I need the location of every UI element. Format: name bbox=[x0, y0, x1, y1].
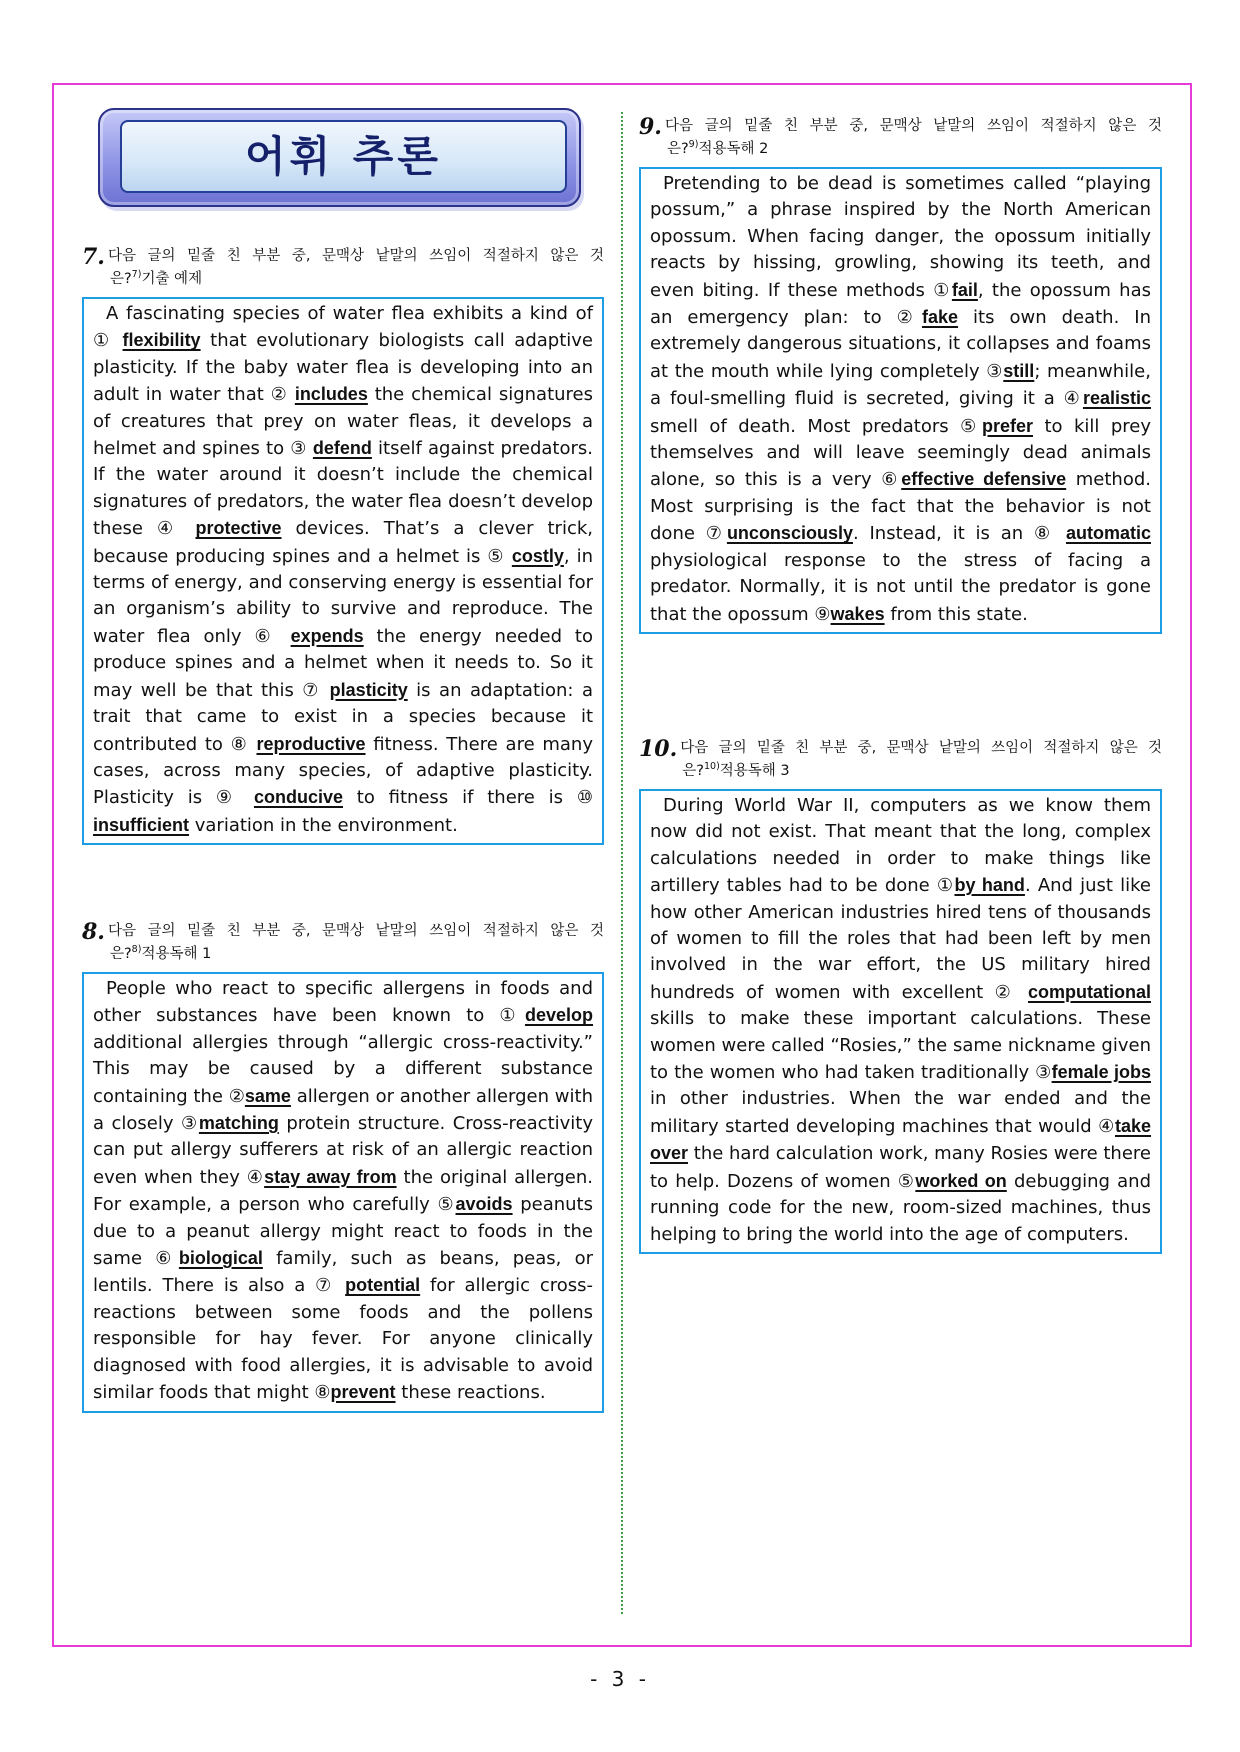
question-7 bbox=[82, 245, 604, 845]
footnote-marker: 7) bbox=[131, 269, 142, 280]
underlined-word: reproductive bbox=[256, 733, 366, 754]
question-prompt bbox=[680, 737, 1162, 783]
underlined-word: protective bbox=[195, 518, 282, 539]
question-prompt-line: 다음 글의 밑줄 친 부분 중, 문맥상 낱말의 쓰임이 적절하지 않은 것 bbox=[664, 118, 1162, 134]
question-source: 기출 예제 bbox=[141, 271, 203, 287]
passage-segment: , the opossum has an emergency plan: to ② bbox=[650, 279, 1151, 329]
question-prompt-line bbox=[108, 943, 604, 966]
passage-segment: People who react to specific allergens in foods and other substances have been known to ① bbox=[93, 978, 593, 1027]
passage-segment: smell of death. Most predators ⑤ bbox=[650, 415, 982, 437]
question-prompt bbox=[108, 920, 604, 966]
passage-segment: ; meanwhile, a foul-smelling fluid is secreted, giving it a ④ bbox=[650, 360, 1151, 410]
question-prompt-line: 다음 글의 밑줄 친 부분 중, 문맥상 낱말의 쓰임이 적절하지 않은 것 bbox=[107, 248, 604, 264]
question-source: 적용독해 3 bbox=[719, 763, 790, 779]
underlined-word: prefer bbox=[981, 415, 1033, 436]
footnote-marker: 10) bbox=[703, 761, 720, 772]
passage-segment: variation in the environment. bbox=[189, 814, 458, 836]
underlined-word: fail bbox=[951, 279, 978, 300]
footnote-marker: 8) bbox=[131, 944, 142, 955]
passage-segment: the chemical signatures of creatures that prey on water fleas, it develops a helmet and spines to ③ bbox=[93, 384, 593, 460]
passage-segment: to kill prey themselves and will leave seemingly dead animals alone, so this is a very ⑥ bbox=[650, 415, 1152, 491]
passage-segment: the original allergen. For example, a person who carefully ⑤ bbox=[93, 1166, 593, 1216]
footnote-marker: 9) bbox=[688, 139, 699, 150]
passage-segment: , in terms of energy, and conserving energy is essential for an organism’s ability to survive and reproduce. The water flea only ⑥ bbox=[93, 545, 593, 647]
underlined-word: insufficient bbox=[93, 814, 190, 835]
passage-segment: . Instead, it is an ⑧ bbox=[852, 523, 1066, 545]
passage-segment: method. Most surprising is the fact that the behavior is not done ⑦ bbox=[650, 469, 1151, 545]
question-10 bbox=[639, 737, 1162, 1254]
question-prompt-end: 은? bbox=[109, 271, 132, 287]
underlined-word: develop bbox=[524, 1005, 593, 1026]
column-divider bbox=[621, 112, 623, 1614]
passage-box bbox=[639, 167, 1162, 634]
question-8 bbox=[82, 920, 604, 1413]
passage-segment: Pretending to be dead is sometimes called “playing possum,” a phrase inspired by the North American opossum. When facing danger, the opossum initially reacts by hissing, growling, showing its teeth, and even biting. If these methods ① bbox=[650, 173, 1151, 301]
question-header bbox=[639, 737, 1162, 783]
passage-segment: . And just like how other American industries hired tens of thousands of women to fill the roles that had been left by men involved in the war effort, the US military hired hundreds of women with excellent ② bbox=[650, 875, 1151, 1003]
section-title: 어휘 추론 bbox=[245, 131, 442, 181]
question-9 bbox=[639, 115, 1162, 634]
passage-segment: to fitness if there is ⑩ bbox=[342, 787, 593, 809]
passage-segment: During World War II, computers as we know them now did not exist. That meant that the long, complex calculations needed in order to make things like artillery tables had to be done ① bbox=[650, 795, 1151, 897]
passage-segment: peanuts due to a peanut allergy might react to foods in the same ⑥ bbox=[93, 1194, 593, 1270]
passage-box bbox=[82, 297, 604, 845]
passage-segment: fitness. There are many cases, across many species, of adaptive plasticity. Plasticity is ⑨ bbox=[93, 733, 593, 809]
underlined-word: by hand bbox=[954, 875, 1025, 896]
underlined-word: same bbox=[244, 1085, 291, 1106]
passage-segment: that evolutionary biologists call adaptive plasticity. If the baby water flea is developing into an adult in water that ② bbox=[93, 330, 593, 406]
underlined-word: matching bbox=[198, 1113, 279, 1134]
passage-box bbox=[82, 972, 604, 1413]
question-header bbox=[82, 245, 604, 291]
underlined-word: effective defensive bbox=[901, 469, 1067, 490]
underlined-word: automatic bbox=[1065, 523, 1152, 544]
underlined-word: costly bbox=[511, 545, 564, 566]
underlined-word: conducive bbox=[253, 787, 343, 808]
passage-segment: family, such as beans, peas, or lentils. There is also a ⑦ bbox=[93, 1248, 594, 1297]
question-prompt-line: 다음 글의 밑줄 친 부분 중, 문맥상 낱말의 쓰임이 적절하지 않은 것 bbox=[680, 740, 1162, 756]
passage-segment: for allergic cross-reactions between some foods and the pollens responsible for hay fever. For anyone clinically diagnosed with food allergies, it is advisable to avoid similar foods that might ⑧ bbox=[93, 1275, 594, 1404]
passage-segment: physiological response to the stress of facing a predator. Normally, it is not until the predator is gone that the opossum ⑨ bbox=[650, 549, 1151, 625]
underlined-word: prevent bbox=[330, 1382, 396, 1403]
question-prompt-line bbox=[665, 138, 1162, 161]
question-source: 적용독해 2 bbox=[698, 141, 769, 157]
underlined-word: plasticity bbox=[329, 679, 408, 700]
underlined-word: female jobs bbox=[1051, 1062, 1151, 1083]
underlined-word: flexibility bbox=[122, 330, 201, 351]
underlined-word: expends bbox=[290, 625, 364, 646]
underlined-word: computational bbox=[1027, 981, 1151, 1002]
underlined-word: unconsciously bbox=[726, 523, 853, 544]
passage-segment: additional allergies through “allergic cross-reactivity.” This may be caused by a different substance containing the ② bbox=[93, 1031, 593, 1107]
underlined-word: worked on bbox=[915, 1170, 1007, 1191]
question-number: 9. bbox=[639, 114, 662, 140]
passage-segment: itself against predators. If the water around it doesn’t include the chemical signatures of predators, the water flea doesn’t develop these ④ bbox=[93, 438, 593, 540]
question-source: 적용독해 1 bbox=[141, 946, 212, 962]
passage-segment: A fascinating species of water flea exhibits a kind of ① bbox=[93, 303, 593, 352]
passage-segment: allergen or another allergen with a closely ③ bbox=[93, 1085, 593, 1135]
question-number: 10. bbox=[639, 736, 678, 762]
question-prompt bbox=[108, 245, 604, 291]
underlined-word: biological bbox=[178, 1248, 263, 1269]
question-header bbox=[639, 115, 1162, 161]
passage-segment: devices. That’s a clever trick, because producing spines and a helmet is ⑤ bbox=[93, 518, 593, 567]
underlined-word: still bbox=[1003, 360, 1035, 381]
question-prompt bbox=[665, 115, 1162, 161]
section-title-box bbox=[98, 108, 581, 207]
passage-segment: from this state. bbox=[884, 603, 1028, 625]
underlined-word: potential bbox=[345, 1275, 421, 1296]
passage-segment: skills to make these important calculations. These women were called “Rosies,” the same nickname given to the women who had taken traditionally ③ bbox=[650, 1008, 1151, 1084]
question-prompt-end: 은? bbox=[109, 946, 132, 962]
underlined-word: avoids bbox=[455, 1194, 513, 1215]
underlined-word: take over bbox=[650, 1115, 1151, 1164]
page-number: - 3 - bbox=[590, 1667, 650, 1691]
passage-segment: its own death. In extremely dangerous situations, it collapses and foams at the mouth while lying completely ③ bbox=[650, 307, 1152, 382]
underlined-word: fake bbox=[922, 307, 959, 328]
passage-segment: the energy needed to produce spines and a helmet when it needs to. So it may well be that this ⑦ bbox=[93, 625, 593, 701]
section-title-inner bbox=[120, 120, 567, 193]
underlined-word: stay away from bbox=[264, 1166, 397, 1187]
underlined-word: wakes bbox=[830, 603, 885, 624]
passage-segment: protein structure. Cross-reactivity can put allergy sufferers at risk of an allergic reaction even when they ④ bbox=[93, 1113, 593, 1188]
underlined-word: includes bbox=[294, 384, 368, 405]
question-number: 8. bbox=[82, 919, 105, 945]
question-prompt-end: 은? bbox=[682, 763, 704, 779]
passage-segment: these reactions. bbox=[395, 1382, 546, 1404]
question-prompt-line bbox=[680, 760, 1162, 783]
question-number: 7. bbox=[82, 244, 105, 270]
underlined-word: realistic bbox=[1082, 388, 1151, 409]
passage-segment: the hard calculation work, many Rosies were there to help. Dozens of women ⑤ bbox=[650, 1143, 1151, 1192]
question-prompt-end: 은? bbox=[666, 141, 689, 157]
question-header bbox=[82, 920, 604, 966]
passage-segment: is an adaptation: a trait that came to exist in a species because it contributed to ⑧ bbox=[93, 679, 593, 755]
passage-segment: debugging and running code for the new, room-sized machines, thus helping to bring the world into the age of computers. bbox=[650, 1170, 1151, 1245]
question-prompt-line: 다음 글의 밑줄 친 부분 중, 문맥상 낱말의 쓰임이 적절하지 않은 것 bbox=[107, 923, 604, 939]
underlined-word: defend bbox=[312, 438, 372, 459]
passage-segment: in other industries. When the war ended and the military started developing machines that would ④ bbox=[650, 1088, 1151, 1137]
passage-box bbox=[639, 789, 1162, 1254]
question-prompt-line bbox=[108, 268, 604, 291]
